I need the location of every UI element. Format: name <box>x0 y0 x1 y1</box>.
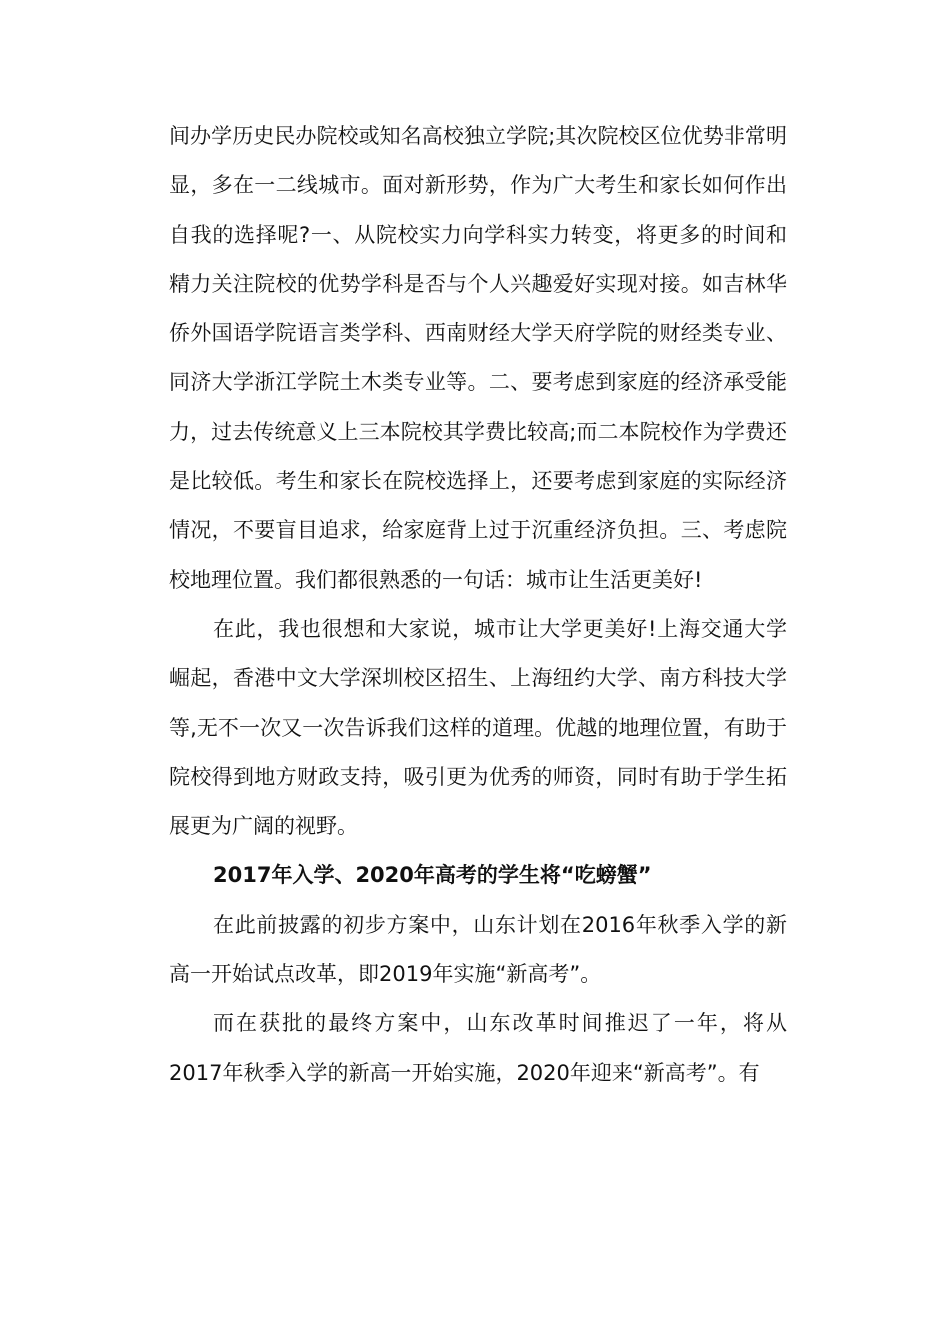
paragraph-continuation: 间办学历史民办院校或知名高校独立学院;其次院校区位优势非常明显，多在一二线城市。面对新形势，作为广大考生和家长如何作出自我的选择呢?一、从院校实力向学科实力转变，将更多的时间和精力关注院校的优势学科是否与个人兴趣爱好实现对接。如吉林华侨外国语学院语言类学科、西南财经大学天府学院的财经类专业、同济大学浙江学院土木类专业等。二、要考虑到家庭的经济承受能力，过去传统意义上三本院校其学费比较高;而二本院校作为学费还是比较低。考生和家长在院校选择上，还要考虑到家庭的实际经济情况，不要盲目追求，给家庭背上过于沉重经济负担。三、考虑院校地理位置。我们都很熟悉的一句话：城市让生活更美好! <box>169 124 787 592</box>
paragraph-final-plan: 而在获批的最终方案中，山东改革时间推迟了一年，将从2017年秋季入学的新高一开始实施，2020年迎来“新高考”。有 <box>169 1011 787 1085</box>
paragraph-initial-plan: 在此前披露的初步方案中，山东计划在2016年秋季入学的新高一开始试点改革，即2019年实施“新高考”。 <box>169 912 787 987</box>
paragraph-city-university: 在此，我也很想和大家说，城市让大学更美好!上海交通大学崛起，香港中文大学深圳校区招生、上海纽约大学、南方科技大学等,无不一次又一次告诉我们这样的道理。优越的地理位置，有助于院校得到地方财政支持，吸引更为优秀的师资，同时有助于学生拓展更为广阔的视野。 <box>169 616 787 839</box>
section-heading: 2017年入学、2020年高考的学生将“吃螃蟹” <box>213 863 652 888</box>
document-body <box>169 112 787 1098</box>
